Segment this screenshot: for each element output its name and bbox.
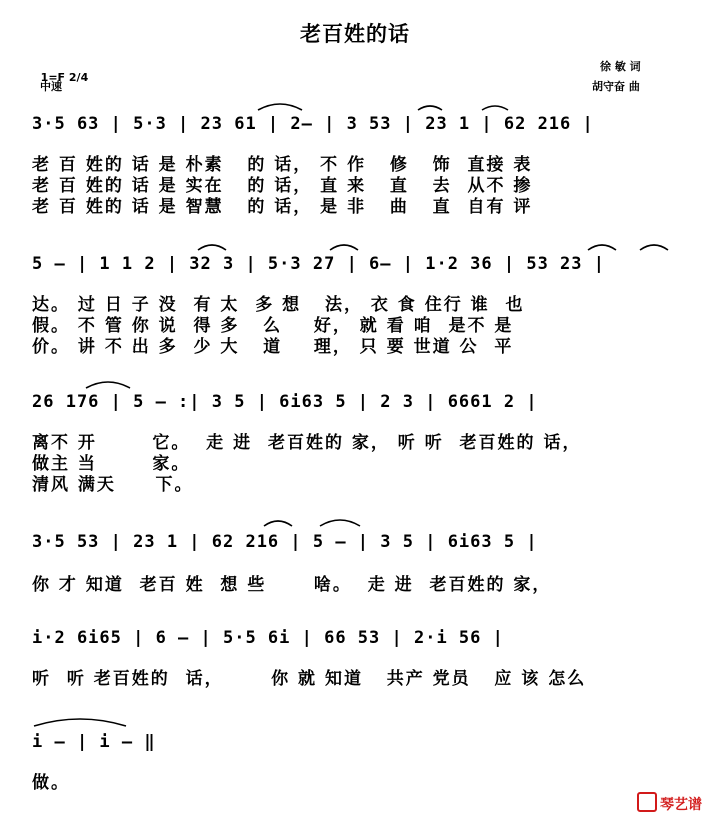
lyric-line-3-verse-1: 离不 开 它。 走 进 老百姓的 家， 听 听 老百姓的 话， xyxy=(32,433,582,453)
logo-icon xyxy=(637,792,657,812)
lyricist-credit: 徐 敏 词 xyxy=(600,60,641,73)
lyric-line-3-verse-2: 做主 当 家。 xyxy=(32,454,191,474)
song-title: 老百姓的话 xyxy=(300,22,410,46)
lyric-line-3-verse-3: 清风 满天 下。 xyxy=(32,475,194,495)
notation-line-4: 3·5 53 | 23 1 | 62 216 | 5 — | 3 5 | 6i63 5 | xyxy=(32,532,538,552)
lyric-line-6: 做。 xyxy=(32,773,70,793)
notation-line-1: 3·5 63 | 5·3 | 23 61 | 2— | 3 53 | 23 1 | 62 216 | xyxy=(32,114,594,134)
lyric-line-2-verse-1: 达。 过 日 子 没 有 太 多 想 法， 衣 食 住行 谁 也 xyxy=(32,295,525,315)
lyric-line-1-verse-1: 老 百 姓的 话 是 朴素 的 话， 不 作 修 饰 直接 表 xyxy=(32,155,533,175)
notation-line-3: 26 176 | 5 — :| 3 5 | 6i63 5 | 2 3 | 6661 2 | xyxy=(32,392,538,412)
tempo-marking: 中速 xyxy=(40,80,62,93)
lyric-line-1-verse-3: 老 百 姓的 话 是 智慧 的 话， 是 非 曲 直 自有 评 xyxy=(32,197,533,217)
lyric-line-4: 你 才 知道 老百 姓 想 些 啥。 走 进 老百姓的 家， xyxy=(32,575,552,595)
notation-line-6: i — | i — ‖ xyxy=(32,732,156,752)
key-signature: 1=F 2/4 xyxy=(40,71,89,84)
notation-line-5: i·2 6i65 | 6 — | 5·5 6i | 66 53 | 2·i 56 | xyxy=(32,628,504,648)
notation-line-2: 5 — | 1 1 2 | 32 3 | 5·3 27 | 6— | 1·2 36 | 53 23 | xyxy=(32,254,605,274)
watermark-logo: 琴艺谱 xyxy=(627,776,702,814)
lyric-line-2-verse-2: 假。 不 管 你 说 得 多 么 好， 就 看 咱 是不 是 xyxy=(32,316,514,336)
composer-credit: 胡守奋 曲 xyxy=(592,80,640,93)
lyric-line-2-verse-3: 价。 讲 不 出 多 少 大 道 理， 只 要 世道 公 平 xyxy=(32,337,514,357)
lyric-line-5: 听 听 老百姓的 话， 你 就 知道 共产 党员 应 该 怎么 xyxy=(32,669,587,689)
lyric-line-1-verse-2: 老 百 姓的 话 是 实在 的 话， 直 来 直 去 从不 掺 xyxy=(32,176,533,196)
